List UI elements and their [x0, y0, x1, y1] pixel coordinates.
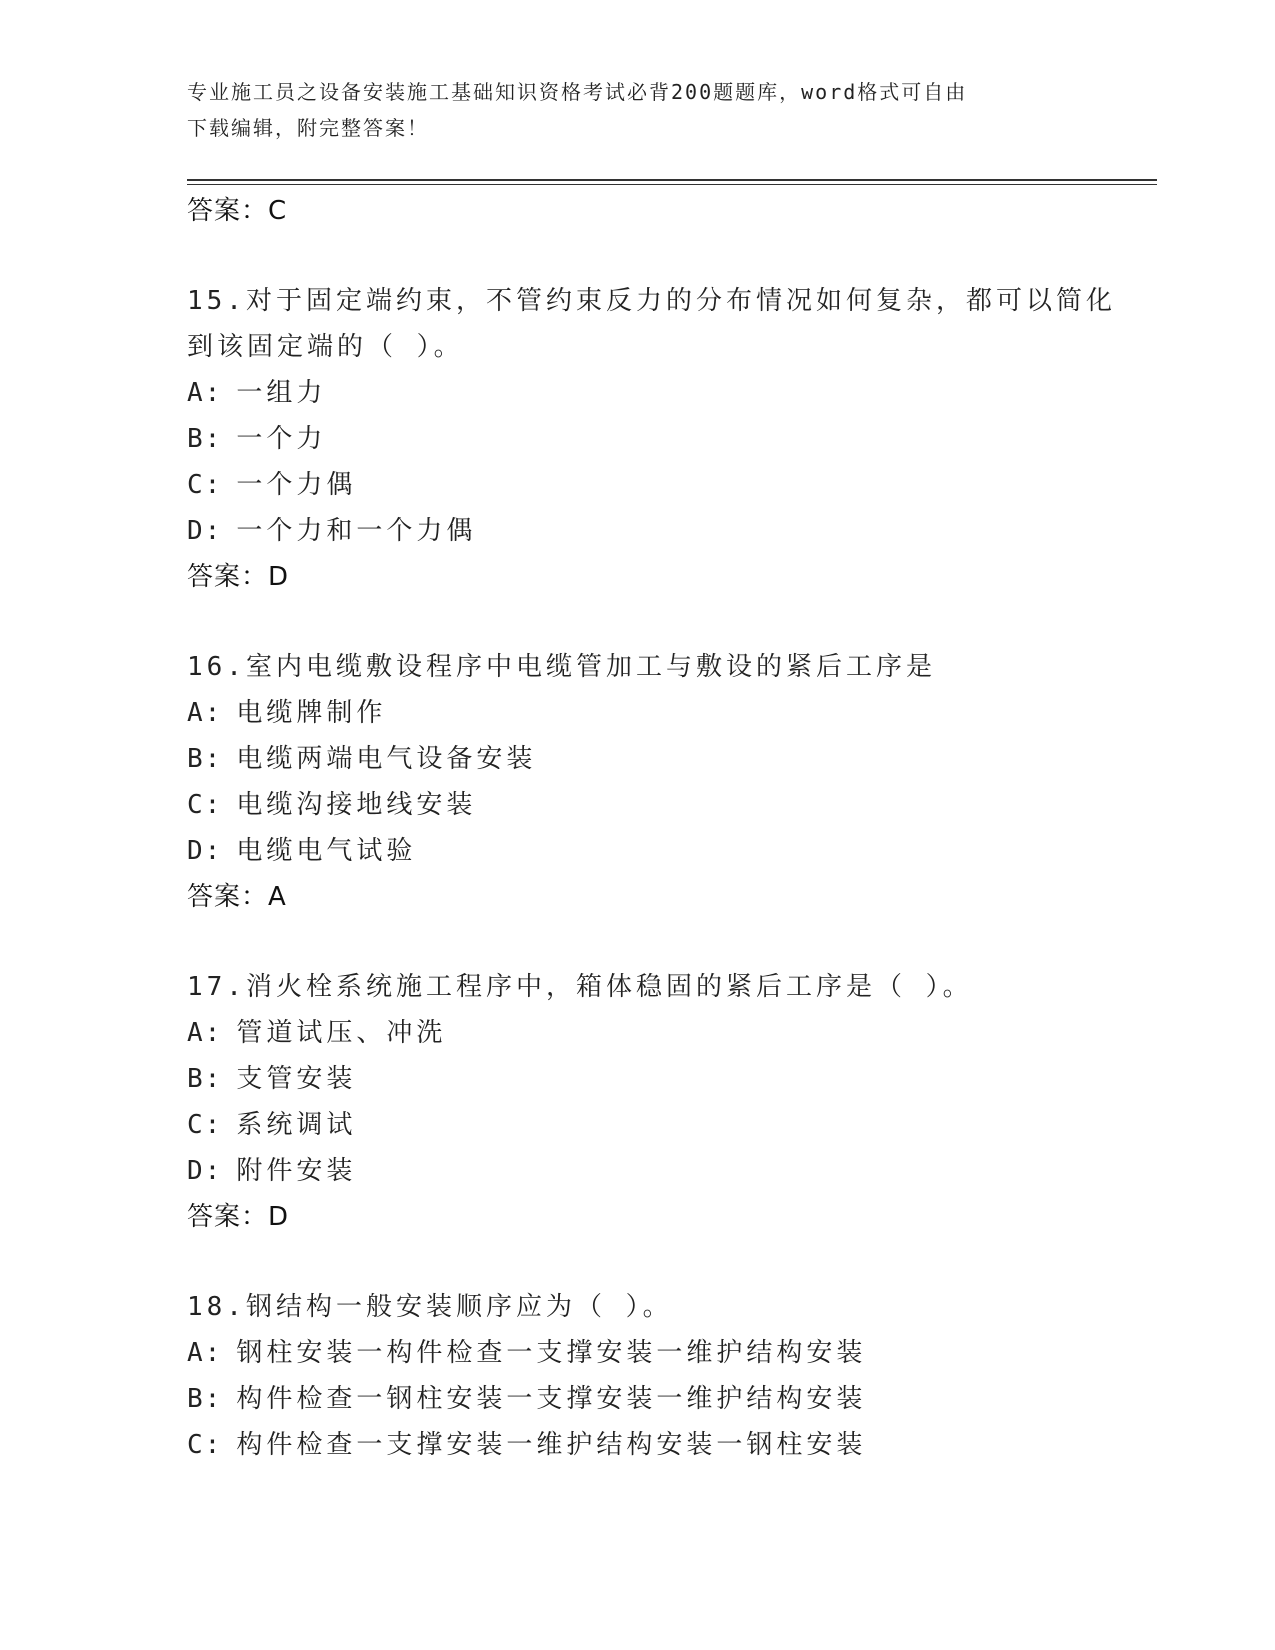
option-key: D: — [187, 516, 223, 546]
page-header — [187, 74, 1067, 146]
header-line-1: 专业施工员之设备安装施工基础知识资格考试必背200题题库，word格式可自由 — [187, 80, 968, 104]
option-key: B: — [187, 1064, 223, 1094]
option-text: 钢柱安装一构件检查一支撑安装一维护结构安装 — [236, 1338, 867, 1368]
option-key: B: — [187, 744, 223, 774]
option-a — [187, 1330, 1187, 1376]
header-line-2: 下载编辑，附完整答案！ — [187, 116, 429, 140]
option-key: B: — [187, 424, 223, 454]
option-text: 构件检查一支撑安装一维护结构安装一钢柱安装 — [236, 1430, 867, 1460]
option-key: A: — [187, 1338, 223, 1368]
option-text: 支管安装 — [236, 1064, 357, 1094]
question-stem: 15.对于固定端约束，不管约束反力的分布情况如何复杂，都可以简化 — [187, 286, 1116, 316]
option-key: C: — [187, 1430, 223, 1460]
option-key: A: — [187, 378, 223, 408]
option-key: D: — [187, 836, 223, 866]
question-18 — [187, 1284, 1187, 1468]
option-text: 电缆电气试验 — [236, 836, 417, 866]
option-c — [187, 1102, 1187, 1148]
option-c — [187, 1422, 1187, 1468]
option-d — [187, 828, 1187, 874]
option-text: 电缆沟接地线安装 — [236, 790, 477, 820]
option-text: 一个力 — [236, 424, 327, 454]
option-b — [187, 1056, 1187, 1102]
option-text: 一组力 — [236, 378, 327, 408]
option-a — [187, 370, 1187, 416]
option-key: C: — [187, 1110, 223, 1140]
option-key: D: — [187, 1156, 223, 1186]
option-b — [187, 416, 1187, 462]
option-text: 构件检查一钢柱安装一支撑安装一维护结构安装 — [236, 1384, 867, 1414]
option-key: C: — [187, 470, 223, 500]
option-text: 一个力偶 — [236, 470, 357, 500]
option-key: A: — [187, 698, 223, 728]
option-a — [187, 690, 1187, 736]
question-list — [187, 188, 1187, 1468]
option-text: 系统调试 — [236, 1110, 357, 1140]
option-d — [187, 508, 1187, 554]
option-c — [187, 462, 1187, 508]
question-stem-continued: 到该固定端的（ ）。 — [187, 332, 464, 362]
question-stem: 17.消火栓系统施工程序中，箱体稳固的紧后工序是（ ）。 — [187, 972, 973, 1002]
option-text: 一个力和一个力偶 — [236, 516, 477, 546]
question-15 — [187, 278, 1187, 600]
answer-line: 答案：D — [187, 562, 290, 592]
header-divider-thick — [187, 179, 1157, 181]
option-text: 附件安装 — [236, 1156, 357, 1186]
option-c — [187, 782, 1187, 828]
option-text: 电缆牌制作 — [236, 698, 387, 728]
option-b — [187, 1376, 1187, 1422]
option-key: B: — [187, 1384, 223, 1414]
question-16 — [187, 644, 1187, 920]
question-stem: 16.室内电缆敷设程序中电缆管加工与敷设的紧后工序是 — [187, 652, 936, 682]
answer-line: 答案：D — [187, 1202, 290, 1232]
previous-answer: 答案：C — [187, 196, 288, 226]
option-d — [187, 1148, 1187, 1194]
option-text: 管道试压、冲洗 — [236, 1018, 447, 1048]
question-stem: 18.钢结构一般安装顺序应为（ ）。 — [187, 1292, 673, 1322]
option-b — [187, 736, 1187, 782]
option-text: 电缆两端电气设备安装 — [236, 744, 537, 774]
option-key: C: — [187, 790, 223, 820]
question-17 — [187, 964, 1187, 1240]
option-a — [187, 1010, 1187, 1056]
option-key: A: — [187, 1018, 223, 1048]
answer-line: 答案：A — [187, 882, 287, 912]
header-divider-thin — [187, 184, 1157, 185]
